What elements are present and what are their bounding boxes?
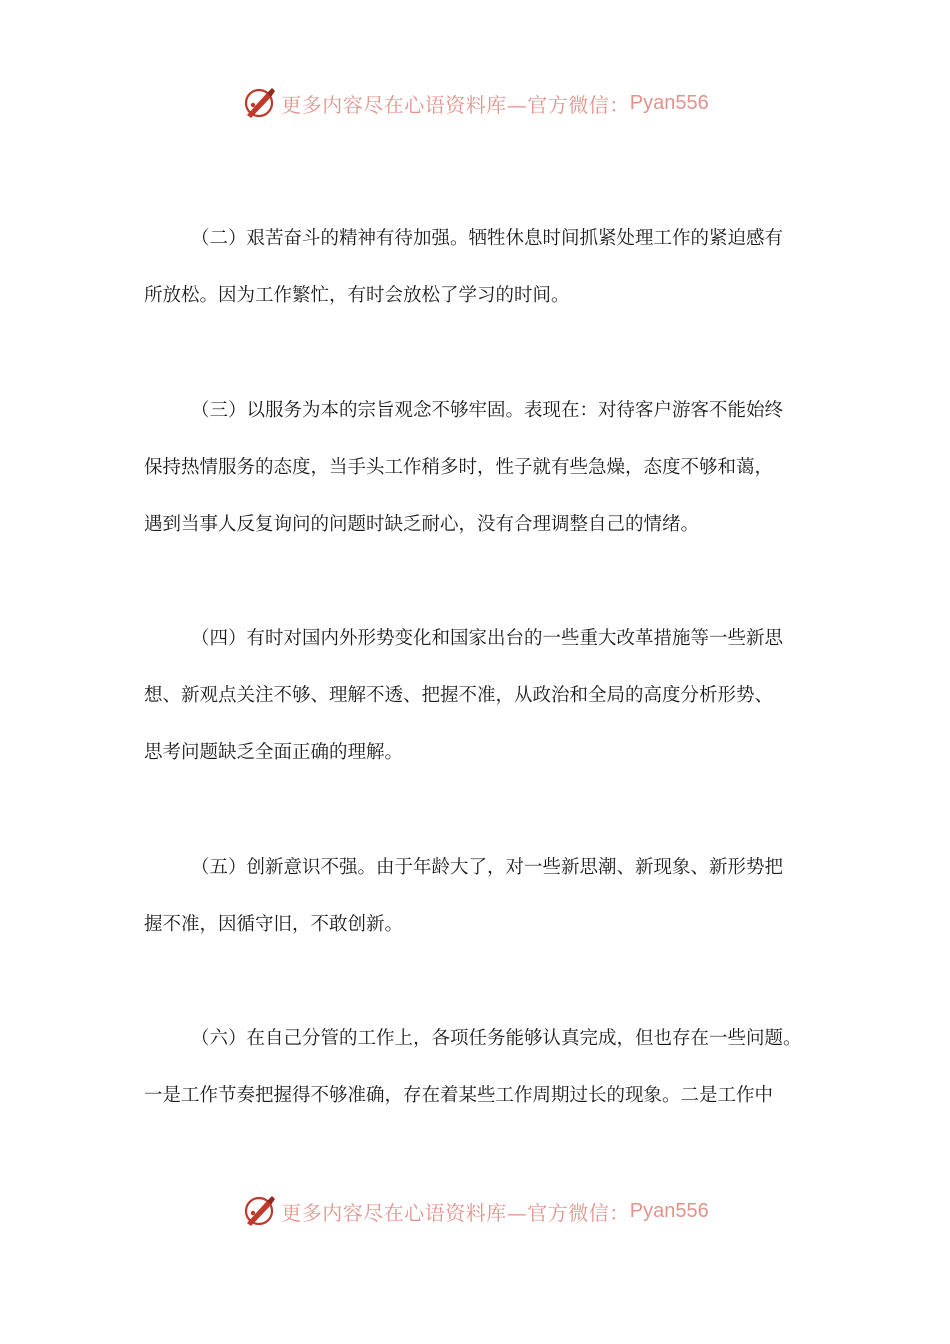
paragraph-line: 握不准，因循守旧，不敢创新。 [144,914,404,935]
paragraph-line: 所放松。因为工作繁忙，有时会放松了学习的时间。 [144,285,570,306]
paragraph-line: 遇到当事人反复询问的问题时缺乏耐心，没有合理调整自己的情绪。 [144,514,700,535]
footer-banner [0,1191,950,1231]
paragraph-line: （三）以服务为本的宗旨观念不够牢固。表现在：对待客户游客不能始终 [191,400,784,421]
paragraph-line: （四）有时对国内外形势变化和国家出台的一些重大改革措施等一些新思 [191,628,784,649]
paragraph-line: （五）创新意识不强。由于年龄大了，对一些新思潮、新现象、新形势把 [191,857,784,878]
paragraph-line: 保持热情服务的态度，当手头工作稍多时，性子就有些急燥，态度不够和蔼， [144,457,774,478]
banner-text: 更多内容尽在心语资料库—官方微信： [281,1200,630,1225]
paragraph-line: 思考问题缺乏全面正确的理解。 [144,742,404,763]
banner-text: 更多内容尽在心语资料库—官方微信： [281,92,630,117]
paragraph-3 [144,382,808,553]
header-banner [0,83,950,123]
pen-logo-icon [241,85,277,121]
paragraph-line: 想、新观点关注不够、理解不透、把握不准，从政治和全局的高度分析形势、 [144,685,774,706]
banner-wechat-id: Pyan556 [629,1199,709,1222]
banner-wechat-id: Pyan556 [629,91,709,114]
pen-logo-icon [241,1193,277,1229]
paragraph-5 [144,839,808,953]
paragraph-line: 一是工作节奏把握得不够准确，存在着某些工作周期过长的现象。二是工作中 [144,1085,774,1106]
paragraph-2 [144,210,808,324]
paragraph-4 [144,610,808,781]
paragraph-line: （二）艰苦奋斗的精神有待加强。牺牲休息时间抓紧处理工作的紧迫感有 [191,228,784,249]
paragraph-6 [144,1010,808,1124]
paragraph-line: （六）在自己分管的工作上，各项任务能够认真完成，但也存在一些问题。 [191,1028,802,1049]
